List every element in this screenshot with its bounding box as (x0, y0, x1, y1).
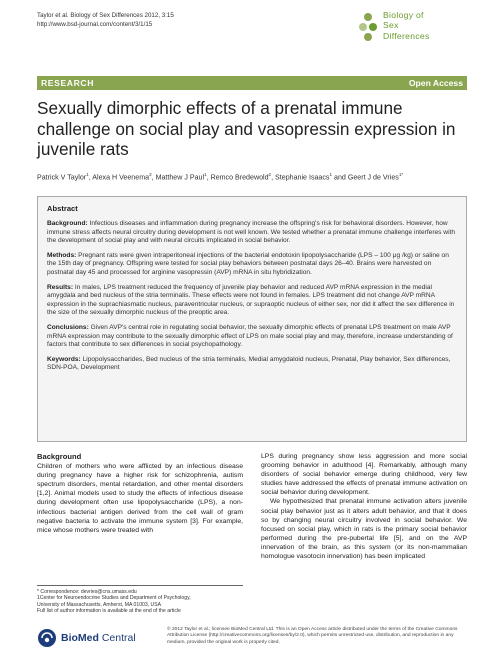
abstract-methods (47, 252, 457, 278)
abstract-conclusions (47, 324, 457, 350)
biomed-central-icon (37, 628, 57, 648)
body-paragraph: LPS during pregnancy show less aggression and more social grooming behavior in adulthood [4]. Remarkably, although many disorders of social behavior emerge during childhood, very few studies have addressed the effects of prenatal immune activation on social behavior during development. (261, 453, 467, 497)
publisher-name-bold: BioMed (61, 632, 99, 644)
open-access-label: Open Access (408, 78, 463, 88)
affiliation-note: University of Massachusetts, Amherst, MA 01003, USA (37, 601, 161, 608)
section-label: Conclusions: (47, 323, 89, 331)
section-label: Background: (47, 220, 88, 227)
journal-name-line: Biology of (383, 10, 424, 20)
section-bar (37, 76, 467, 90)
journal-logo-icon (357, 11, 379, 43)
footnotes (37, 585, 243, 615)
publisher-name-regular: Central (98, 632, 136, 644)
body-paragraph: We hypothesized that prenatal immune activation alters juvenile social play behavior just as it alters adult behavior, and that it does so by changing neural circuitry involved in social behavior. We focused on social play, which in rats is the primary social behavior performed during the pre-pubertal life [5], and on the AVP innervation of the brain, as this system (or its non-mammalian homologue vasotocin innervation) has been implicated (261, 498, 467, 561)
license-text: © 2012 Taylor et al.; licensee BioMed Central Ltd. This is an Open Access article distributed under the terms of the Creative Commons Attribution License (http://creativecommons.org/licenses/by/2.0), which permits unrestricted use, distribution, and reproduction in any medium, provided the original work is properly cited. (167, 627, 458, 645)
citation: Taylor et al. Biology of Sex Differences 2012, 3:15 (37, 12, 174, 19)
abstract-results (47, 284, 457, 318)
section-heading: Background (37, 452, 82, 461)
journal-logo (357, 9, 467, 47)
section-text: Infectious diseases and inflammation during pregnancy increase the offspring's risk for behavioral disorders. However, how immune stress affects neural circuitry during development is not well known. We tested whether a prenatal immune challenge interferes with the development of social play and with neural circuits implicated in social behavior. (47, 220, 456, 245)
citation-block (37, 12, 174, 29)
publisher-logo (37, 627, 137, 649)
section-label: Methods: (47, 251, 77, 259)
article-type-label: RESEARCH (41, 78, 95, 88)
body-column-left (37, 452, 243, 535)
author-list: Patrick V Taylor$^1$, Alexa H Veenema$^2$, Matthew J Paul$^1$, Remco Bredewold$^2$, Stephanie Isaacs$^1$ and Geert J de Vries$^{1*}$ (37, 172, 404, 182)
article-url[interactable]: http://www.bsd-journal.com/content/3/1/15 (37, 20, 153, 28)
affiliation-note: 1Center for Neuroendocrine Studies and Department of Psychology, (37, 595, 191, 602)
section-text: Pregnant rats were given intraperitoneal injections of the bacterial endotoxin lipopolysaccharide (LPS – 100 μg /kg) or saline on the 15th day of pregnancy. Offspring were tested for social play behaviors between postnatal days 26–40. Brains were harvested on postnatal day 45 and processed for arginine vasopressin (AVP) mRNA in situ hybridization. (47, 251, 449, 276)
author-info-note: Full list of author information is available at the end of the article (37, 608, 181, 615)
section-text: Lipopolysaccharides, Bed nucleus of the stria terminalis, Medial amygdaloid nucleus, Prenatal, Play behavior, Sex differences, SDN-POA, Development (47, 355, 451, 372)
section-label: Results: (47, 283, 74, 291)
section-text: In males, LPS treatment reduced the frequency of juvenile play behavior and reduced AVP mRNA expression in the medial amygdala and bed nucleus of the stria terminalis. These effects were not found in females. LPS treatment did not change AVP mRNA expression in the suprachiasmatic nucleus, paraventricular nucleus, or supraoptic nucleus of either sex, nor did it affect the sex difference in the size of the sexually dimorphic nucleus of the preoptic area. (47, 283, 455, 317)
correspondence-note: * Correspondence: devries@cns.umass.edu (37, 589, 137, 595)
journal-name (383, 10, 430, 41)
section-label: Keywords: (47, 355, 81, 363)
section-text: Given AVP's central role in regulating social behavior, the sexually dimorphic effects of prenatal LPS treatment on male AVP mRNA expression may contribute to the sexually dimorphic effect of LPS on male social play and may, therefore, increase understanding of factors that contribute to sex differences in social psychopathology. (47, 323, 453, 349)
publisher-name (61, 632, 136, 644)
abstract-heading: Abstract (47, 204, 78, 213)
abstract-background (47, 220, 457, 246)
journal-name-line: Differences (383, 30, 430, 41)
abstract-keywords (47, 356, 457, 373)
body-paragraph: Children of mothers who were afflicted by an infectious disease during pregnancy have a higher risk for schizophrenia, autism spectrum disorders, mental retardation, and other mental disorders [1,2]. Animal models used to study the effects of infectious disease during development often use lipopolysaccharide (LPS), a non-infectious bacterial antigen derived from the cell wall of gram negative bacteria to activate the immune system [3]. For example, mice whose mothers were treated with (37, 463, 243, 534)
page-footer (37, 625, 467, 655)
article-title: Sexually dimorphic effects of a prenatal immune challenge on social play and vasopressin expression in juvenile rats (37, 98, 456, 159)
body-column-right (261, 452, 467, 561)
journal-name-line: Sex (383, 20, 399, 31)
page-header (37, 9, 467, 45)
abstract-box (37, 196, 467, 442)
